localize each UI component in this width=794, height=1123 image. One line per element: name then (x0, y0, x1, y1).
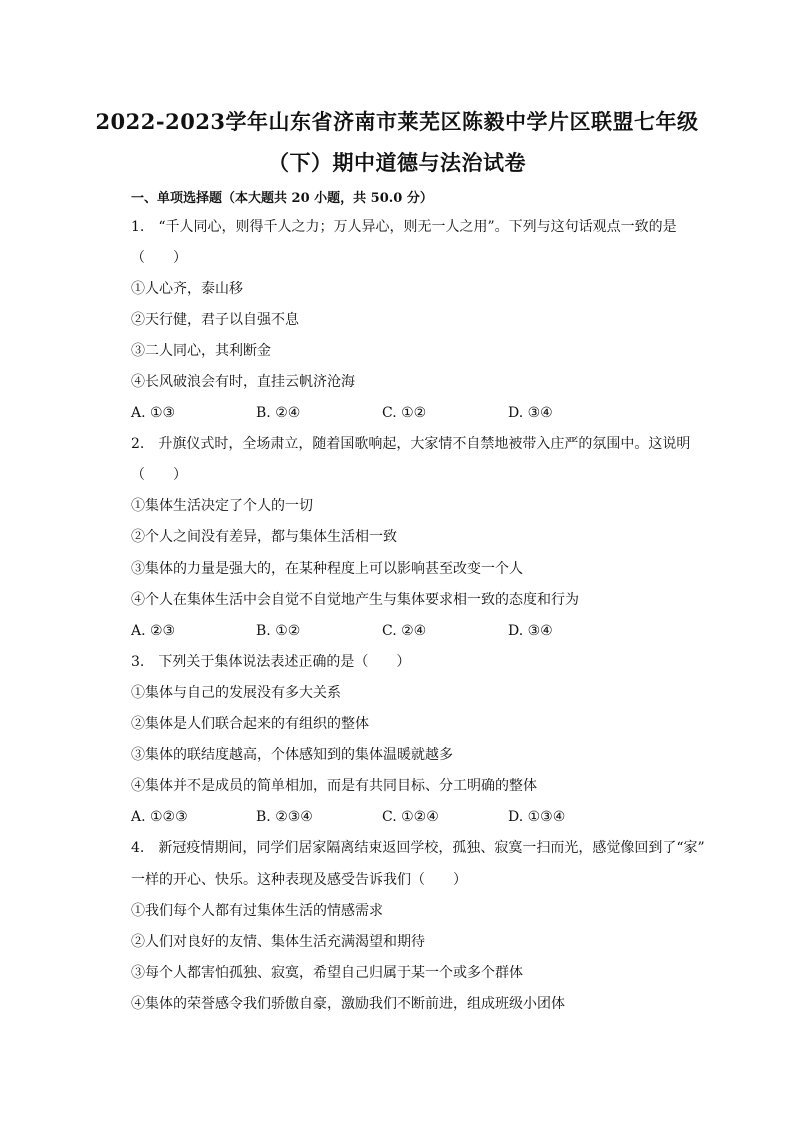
question-1-statement-3: ③二人同心，其利断金 (131, 343, 271, 359)
section-heading: 一、单项选择题（本大题共 20 小题，共 50.0 分） (131, 191, 433, 206)
question-2-statement-4: ④个人在集体生活中会自觉不自觉地产生与集体要求相一致的态度和行为 (131, 592, 579, 608)
question-4-statement-3: ③每个人都害怕孤独、寂寞，希望自己归属于某一个或多个群体 (131, 965, 523, 981)
question-2-stem: 2. 升旗仪式时，全场肃立，随着国歌响起，大家情不自禁地被带入庄严的氛围中。这说明 (131, 436, 691, 452)
question-2-option-a[interactable]: A. ②③ (131, 623, 176, 639)
question-4-stem: 4. 新冠疫情期间，同学们居家隔离结束返回学校，孤独、寂寞一扫而光，感觉像回到了“家” (131, 840, 705, 856)
question-2-option-b[interactable]: B. ①② (256, 623, 301, 639)
question-3-statement-1: ①集体与自己的发展没有多大关系 (131, 685, 341, 701)
question-3-stem: 3. 下列关于集体说法表述正确的是（ ） (131, 654, 411, 670)
question-1-statement-1: ①人心齐，泰山移 (131, 281, 243, 297)
question-1-stem-bracket: （ ） (131, 250, 187, 266)
question-3-option-d[interactable]: D. ①③④ (508, 809, 566, 825)
question-2-statement-3: ③集体的力量是强大的，在某种程度上可以影响甚至改变一个人 (131, 561, 523, 577)
question-1-statement-4: ④长风破浪会有时，直挂云帆济沧海 (131, 374, 355, 390)
question-3-option-a[interactable]: A. ①②③ (131, 809, 188, 825)
question-4-statement-1: ①我们每个人都有过集体生活的情感需求 (131, 903, 383, 919)
question-4-statement-4: ④集体的荣誉感令我们骄傲自豪，激励我们不断前进，组成班级小团体 (131, 996, 565, 1012)
question-1-option-b[interactable]: B. ②④ (256, 405, 301, 421)
question-2-stem-bracket: （ ） (131, 467, 187, 483)
question-2-option-d[interactable]: D. ③④ (508, 623, 553, 639)
question-2-statement-2: ②个人之间没有差异，都与集体生活相一致 (131, 529, 397, 545)
question-3-option-b[interactable]: B. ②③④ (256, 809, 313, 825)
question-1-stem: 1. “千人同心，则得千人之力；万人异心，则无一人之用”。下列与这句话观点一致的是 (131, 219, 677, 235)
question-3-statement-3: ③集体的联结度越高，个体感知到的集体温暖就越多 (131, 747, 453, 763)
question-4-statement-2: ②人们对良好的友情、集体生活充满渴望和期待 (131, 934, 425, 950)
question-3-statement-2: ②集体是人们联合起来的有组织的整体 (131, 716, 369, 732)
exam-title-line-2: （下）期中道德与法治试卷 (268, 150, 526, 175)
question-4-stem-line-2: 一样的开心、快乐。这种表现及感受告诉我们（ ） (131, 872, 467, 888)
question-3-statement-4: ④集体并不是成员的简单相加，而是有共同目标、分工明确的整体 (131, 778, 537, 794)
exam-title-line-1: 2022-2023学年山东省济南市莱芜区陈毅中学片区联盟七年级 (95, 109, 699, 134)
question-2-option-c[interactable]: C. ②④ (382, 623, 427, 639)
question-2-statement-1: ①集体生活决定了个人的一切 (131, 498, 313, 514)
question-1-option-a[interactable]: A. ①③ (131, 405, 176, 421)
question-3-option-c[interactable]: C. ①②④ (382, 809, 439, 825)
question-1-statement-2: ②天行健，君子以自强不息 (131, 312, 299, 328)
question-1-option-c[interactable]: C. ①② (382, 405, 427, 421)
question-1-option-d[interactable]: D. ③④ (508, 405, 553, 421)
